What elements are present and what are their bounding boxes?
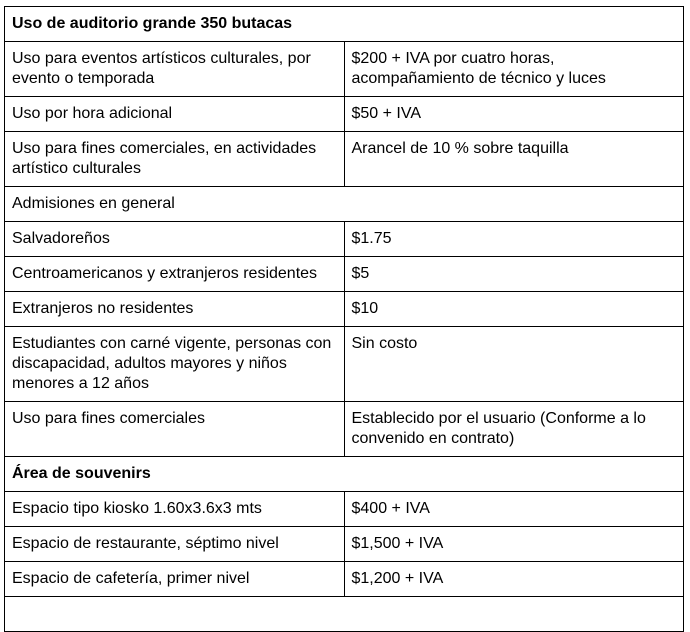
table-row (5, 562, 684, 597)
table-row-header (5, 7, 684, 42)
section-subheader: Admisiones en general (5, 187, 684, 222)
table-row (5, 527, 684, 562)
table-row (5, 257, 684, 292)
table-row (5, 132, 684, 187)
table-row-partial (5, 597, 684, 632)
section-header: Uso de auditorio grande 350 butacas (5, 7, 684, 42)
row-value: $1,500 + IVA (344, 527, 684, 562)
row-value: $1,200 + IVA (344, 562, 684, 597)
row-value: $1.75 (344, 222, 684, 257)
row-value: Sin costo (344, 327, 684, 402)
row-label: Espacio de restaurante, séptimo nivel (5, 527, 345, 562)
row-value: $5 (344, 257, 684, 292)
row-label: Uso para fines comerciales, en actividades artístico culturales (5, 132, 345, 187)
row-label: Espacio tipo kiosko 1.60x3.6x3 mts (5, 492, 345, 527)
row-value: $200 + IVA por cuatro horas, acompañamiento de técnico y luces (344, 42, 684, 97)
table-row (5, 402, 684, 457)
row-value: $50 + IVA (344, 97, 684, 132)
row-value: Arancel de 10 % sobre taquilla (344, 132, 684, 187)
table-row-header (5, 457, 684, 492)
table-row (5, 222, 684, 257)
row-value: Establecido por el usuario (Conforme a lo convenido en contrato) (344, 402, 684, 457)
table-row (5, 42, 684, 97)
row-label: Estudiantes con carné vigente, personas con discapacidad, adultos mayores y niños menores a 12 años (5, 327, 345, 402)
table-row-subheader (5, 187, 684, 222)
table-row (5, 97, 684, 132)
table-row (5, 327, 684, 402)
table-row (5, 492, 684, 527)
row-label: Centroamericanos y extranjeros residentes (5, 257, 345, 292)
row-label: Uso por hora adicional (5, 97, 345, 132)
row-value: $400 + IVA (344, 492, 684, 527)
row-value: $10 (344, 292, 684, 327)
tariff-table (4, 6, 684, 632)
cut-off-row (5, 597, 684, 632)
row-label: Uso para fines comerciales (5, 402, 345, 457)
section-header: Área de souvenirs (5, 457, 684, 492)
row-label: Extranjeros no residentes (5, 292, 345, 327)
table-row (5, 292, 684, 327)
row-label: Espacio de cafetería, primer nivel (5, 562, 345, 597)
row-label: Uso para eventos artísticos culturales, por evento o temporada (5, 42, 345, 97)
row-label: Salvadoreños (5, 222, 345, 257)
